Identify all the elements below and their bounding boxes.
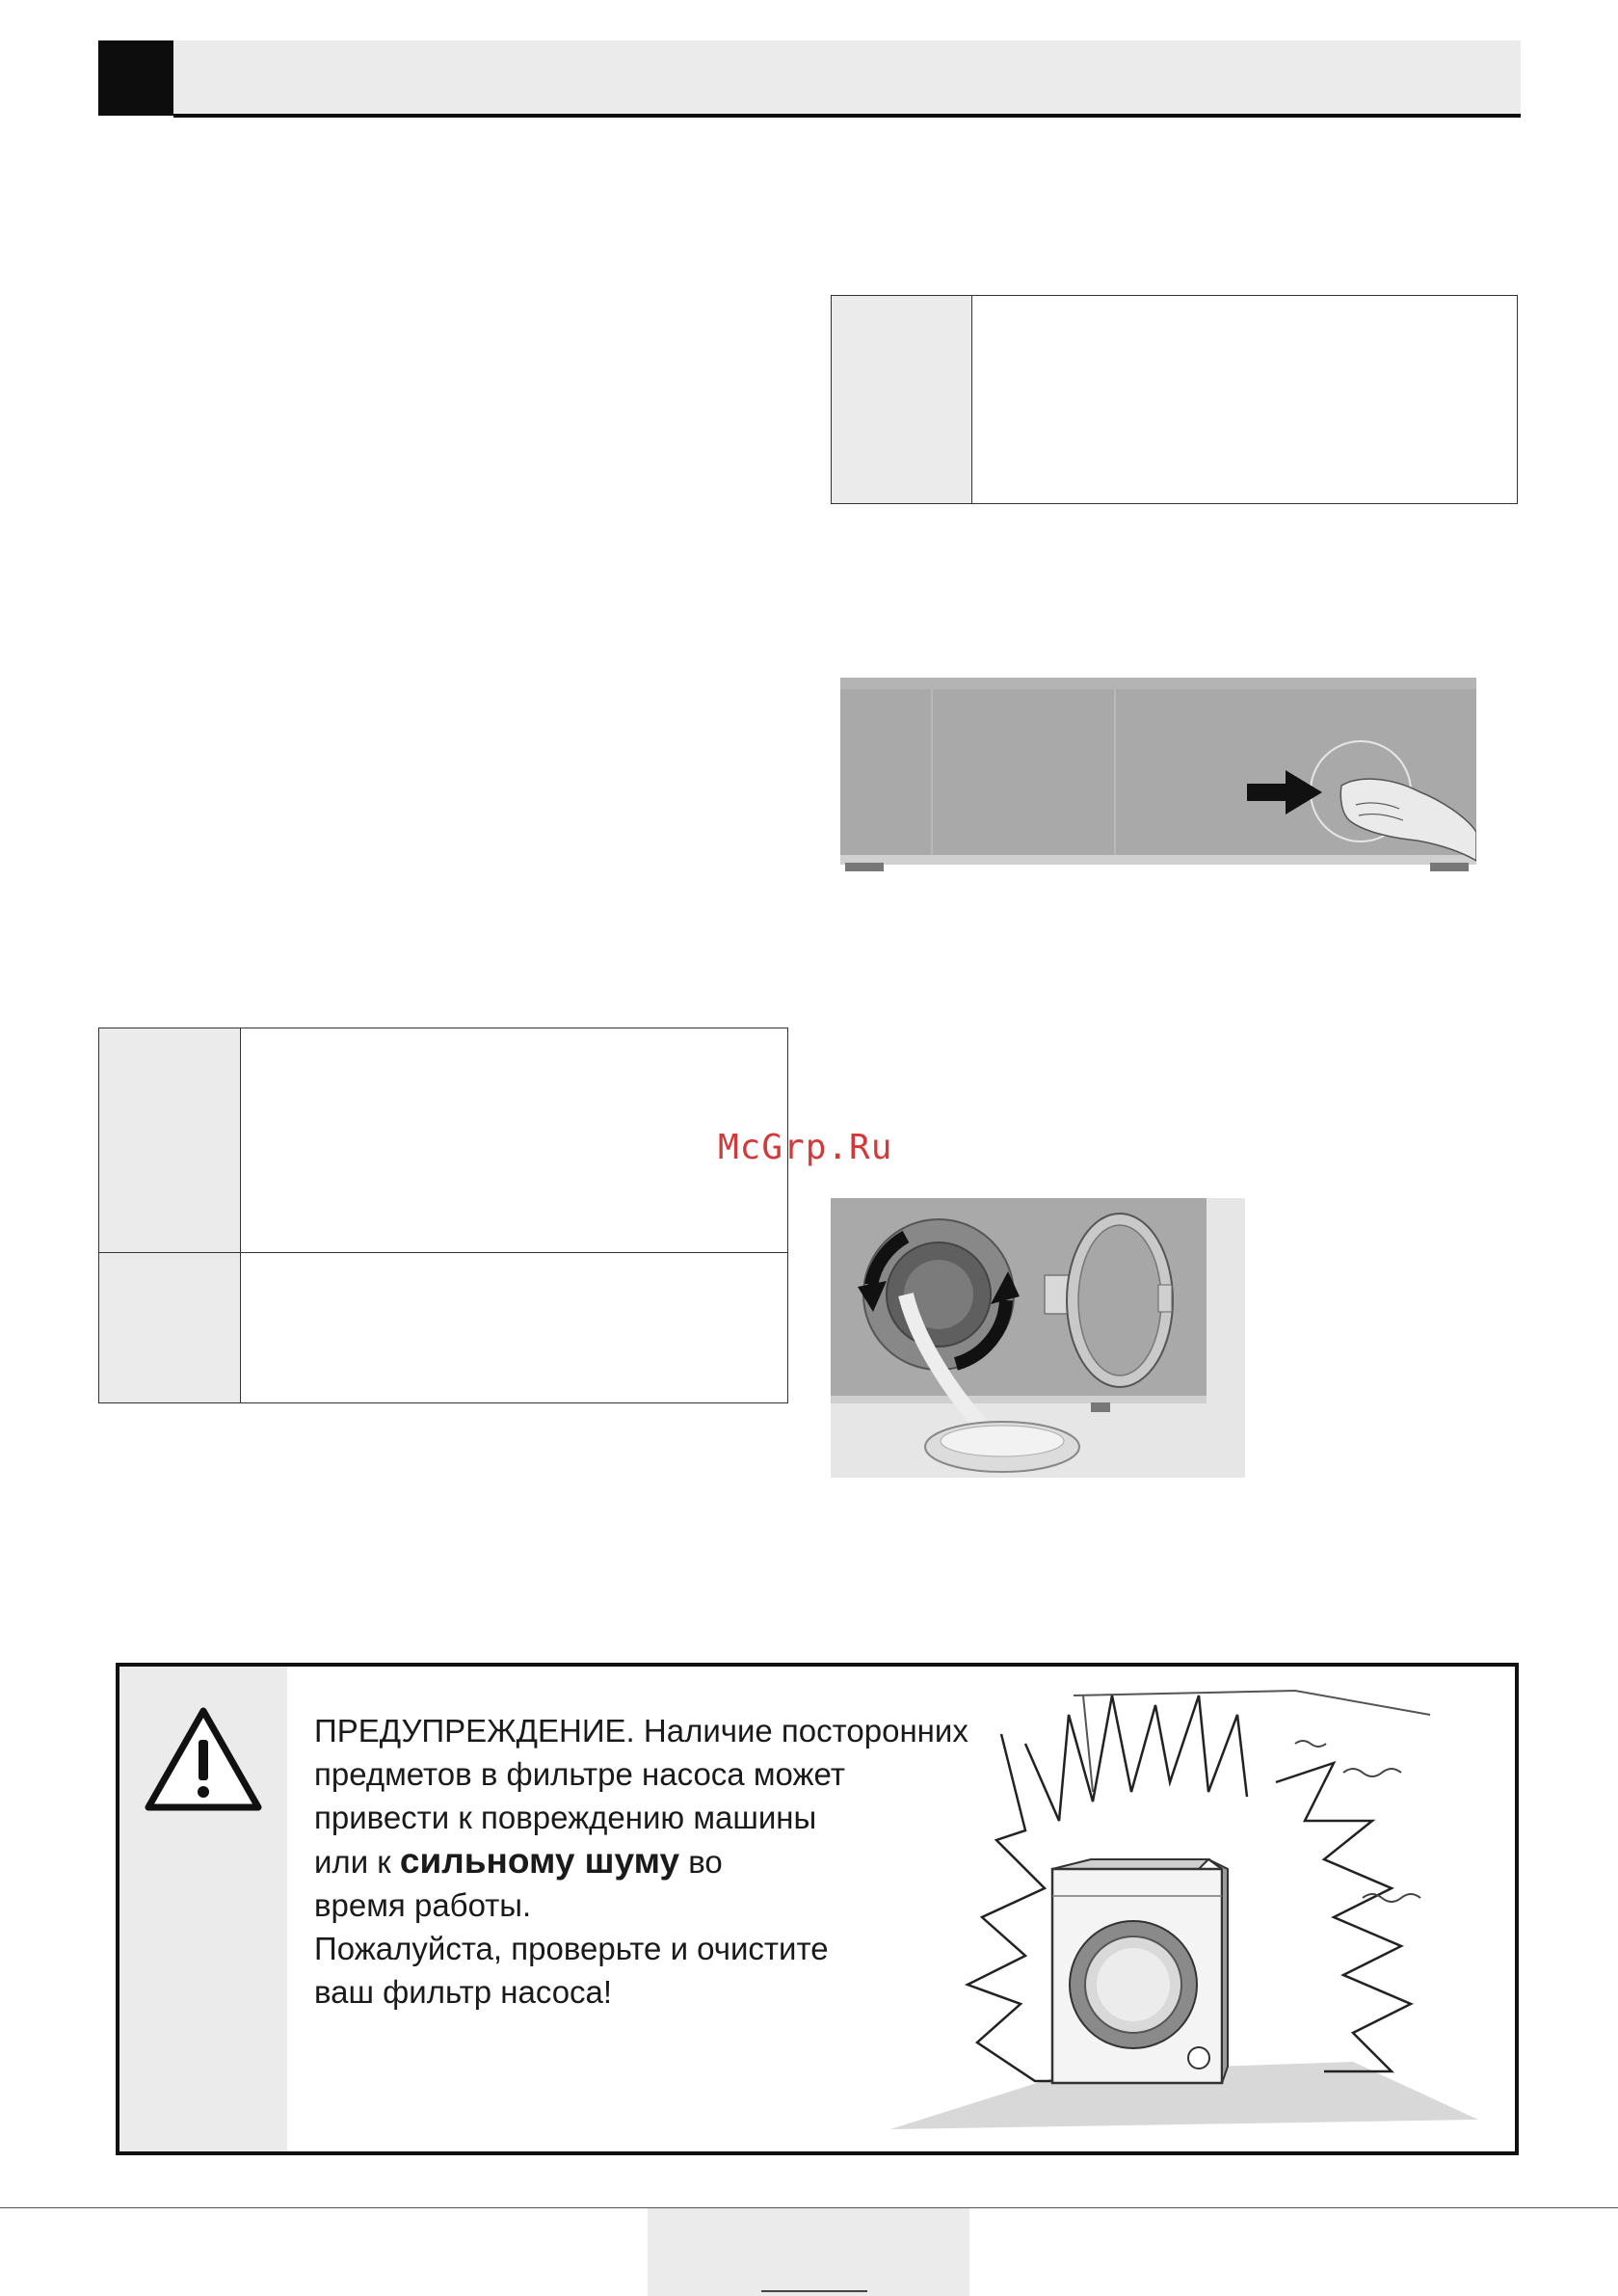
warning-line-3: привести к повреждению машины (314, 1800, 817, 1835)
warning-line-5: время работы. (314, 1887, 532, 1923)
warning-triangle-icon (143, 1705, 264, 1813)
filter-cover-image (840, 678, 1476, 872)
warning-line-4-post: во (679, 1844, 723, 1880)
note-box-top (831, 295, 1518, 504)
warning-line-7: ваш фильтр насоса! (314, 1974, 613, 2010)
footer-mark (761, 2290, 867, 2292)
watermark-text: McGrp.Ru (718, 1128, 893, 1167)
note-box-row-divider (99, 1252, 787, 1253)
warning-line-2: предметов в фильтре насоса может (314, 1756, 845, 1792)
pump-filter-drain-image (831, 1198, 1245, 1478)
warning-line-4-bold: сильному шуму (399, 1841, 680, 1881)
warning-box (116, 1663, 1519, 2155)
warning-sidebar (119, 1667, 287, 2151)
section-number-block (98, 40, 173, 116)
note-box-top-sidebar (832, 296, 972, 503)
warning-line-6: Пожалуйста, проверьте и очистите (314, 1931, 829, 1966)
note-box-left-sidebar (99, 1028, 241, 1402)
noisy-washing-machine-illustration (890, 1676, 1507, 2145)
warning-line-4-pre: или к (314, 1844, 400, 1880)
warning-line-1: ПРЕДУПРЕЖДЕНИЕ. Наличие посторонних (314, 1713, 968, 1749)
page-number-tab (648, 2208, 969, 2296)
section-header-bar (173, 40, 1521, 118)
note-box-left (98, 1028, 788, 1403)
